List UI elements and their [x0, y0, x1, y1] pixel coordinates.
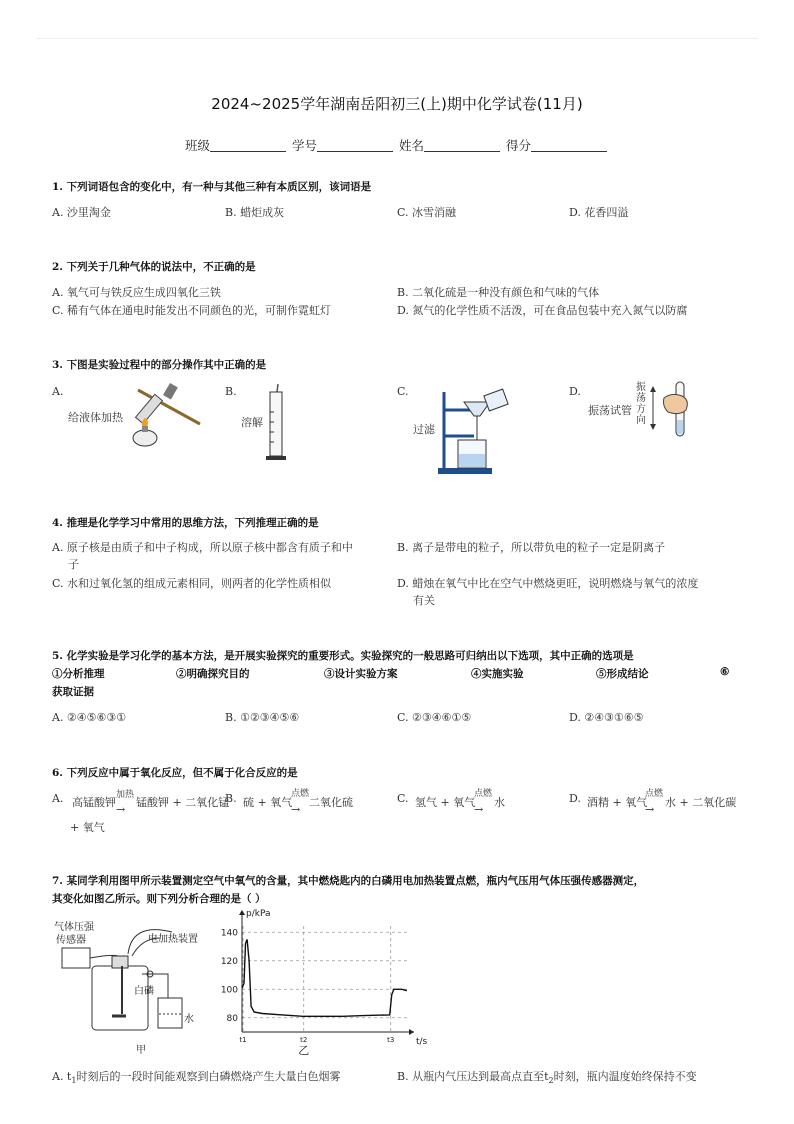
header-rule — [36, 38, 758, 39]
q3-option-c[interactable]: C. — [397, 385, 409, 398]
pressure-chart — [214, 906, 434, 1058]
q3-option-a[interactable]: A. — [52, 385, 64, 398]
q7-option-a[interactable] — [52, 1068, 340, 1089]
q2-option-d[interactable]: D. 氮气的化学性质不活泼，可在食品包装中充入氮气以防腐 — [397, 304, 688, 317]
q4-option-d[interactable]: D. 蜡烛在氧气中比在空气中燃烧更旺，说明燃烧与氧气的浓度 — [397, 577, 699, 590]
q6-c-arrow: → — [474, 803, 484, 816]
figure-yi-label: 乙 — [298, 1044, 310, 1057]
q5-step-3: ③设计实验方案 — [324, 668, 398, 680]
y-tick-label: 140 — [220, 928, 238, 939]
name-blank[interactable] — [424, 139, 500, 152]
q6-option-b[interactable]: B. — [225, 792, 237, 805]
q7-b-sub: 2 — [548, 1076, 554, 1086]
q7-option-b[interactable] — [397, 1068, 697, 1089]
q7-a-pre: A. t — [52, 1070, 72, 1083]
x-tick-label: t1 — [239, 1036, 247, 1044]
q5-option-b[interactable]: B. ①②③④⑤⑥ — [225, 711, 300, 724]
y-tick-label: 120 — [220, 956, 238, 967]
number-label: 学号 — [291, 138, 317, 153]
graduated-cylinder-figure — [264, 382, 288, 462]
q5-step-6: ⑥ — [720, 666, 730, 678]
q3-option-b[interactable]: B. — [225, 385, 237, 398]
y-tick-label: 80 — [226, 1013, 238, 1024]
y-axis-label: p/kPa — [246, 909, 271, 919]
class-label: 班级 — [184, 138, 210, 153]
q6-stem: 6. 下列反应中属于氧化反应，但不属于化合反应的是 — [52, 767, 298, 779]
phosphorus-label: 白磷 — [134, 986, 154, 997]
q6-b-products: 二氧化硫 — [309, 796, 353, 809]
x-tick-label: t2 — [300, 1036, 308, 1044]
q6-a-condition: 加热 — [116, 790, 135, 800]
q5-option-d[interactable]: D. ②④③①⑥⑤ — [569, 711, 644, 724]
water-label: 水 — [184, 1014, 194, 1025]
q1-option-b[interactable]: B. 蜡炬成灰 — [225, 206, 285, 219]
y-tick-label: 100 — [220, 985, 238, 996]
q7-stem-cont: 其变化如图乙所示。则下列分析合理的是（ ） — [52, 893, 266, 905]
q5-option-c[interactable]: C. ②③④⑥①⑤ — [397, 711, 472, 724]
q5-step-4: ④实施实验 — [471, 668, 524, 680]
q6-d-arrow: → — [645, 803, 655, 816]
shaking-test-tube-figure — [646, 380, 696, 442]
q6-option-c[interactable]: C. — [397, 792, 409, 805]
class-blank[interactable] — [210, 139, 286, 152]
name-label: 姓名 — [398, 138, 424, 153]
q6-b-arrow: → — [291, 803, 301, 816]
q1-stem: 1. 下列词语包含的变化中，有一种与其他三种有本质区别，该词语是 — [52, 181, 372, 193]
q2-option-c[interactable]: C. 稀有气体在通电时能发出不同颜色的光，可制作霓虹灯 — [52, 304, 332, 317]
sensor-label-2: 传感器 — [56, 935, 86, 946]
q6-a-products: 锰酸钾 + 二氧化锰 — [136, 796, 230, 809]
q5-step-2: ②明确探究目的 — [176, 668, 250, 680]
q6-b-reactants: 硫 + 氧气 — [243, 796, 293, 809]
q5-stem: 5. 化学实验是学习化学的基本方法，是开展实验探究的重要形式。实验探究的一般思路可归纳出以下选项，其中正确的选项是 — [52, 650, 634, 662]
q7-b-pre: B. 从瓶内气压达到最高点直至t — [397, 1070, 549, 1083]
number-blank[interactable] — [317, 139, 393, 152]
q6-c-condition: 点燃 — [474, 789, 493, 799]
student-info-line — [0, 136, 794, 154]
score-label: 得分 — [505, 138, 531, 153]
x-axis-arrow — [409, 1029, 414, 1035]
q3-c-caption: 过滤 — [413, 423, 435, 436]
x-axis-label: t/s — [416, 1037, 428, 1047]
q5-option-a[interactable]: A. ②④⑤⑥③① — [52, 711, 127, 724]
alcohol-lamp-heating-figure — [128, 378, 204, 454]
q3-d-direction-label: 振荡方向 — [636, 382, 646, 426]
q6-b-condition: 点燃 — [291, 789, 310, 799]
q6-a-reactant: 高锰酸钾 — [72, 796, 116, 809]
q4-option-d-cont: 有关 — [413, 594, 435, 607]
q7-a-post: 时刻后的一段时间能观察到白磷燃烧产生大量白色烟雾 — [76, 1070, 341, 1083]
q2-option-b[interactable]: B. 二氧化硫是一种没有颜色和气味的气体 — [397, 286, 600, 299]
score-blank[interactable] — [531, 139, 607, 152]
q6-option-d[interactable]: D. — [569, 792, 581, 805]
page-title: 2024~2025学年湖南岳阳初三(上)期中化学试卷(11月) — [211, 95, 583, 113]
q6-d-condition: 点燃 — [645, 789, 664, 799]
q6-a-arrow: → — [116, 803, 126, 816]
q3-b-caption: 溶解 — [241, 416, 263, 429]
q2-stem: 2. 下列关于几种气体的说法中，不正确的是 — [52, 261, 256, 273]
q4-option-b[interactable]: B. 离子是带电的粒子，所以带负电的粒子一定是阴离子 — [397, 541, 666, 554]
q2-option-a[interactable]: A. 氧气可与铁反应生成四氧化三铁 — [52, 286, 221, 299]
apparatus-jia-figure — [52, 916, 212, 1058]
x-tick-label: t3 — [387, 1036, 395, 1044]
heater-label: 电加热装置 — [148, 934, 198, 945]
q6-c-products: 水 — [494, 796, 505, 809]
q4-option-a-cont: 子 — [68, 558, 79, 571]
q7-b-post: 时刻，瓶内温度始终保持不变 — [553, 1070, 697, 1083]
q6-a-products-cont: + 氧气 — [70, 821, 105, 834]
q3-a-caption: 给液体加热 — [68, 411, 123, 424]
q4-option-c[interactable]: C. 水和过氧化氢的组成元素相同，则两者的化学性质相似 — [52, 577, 332, 590]
q6-option-a[interactable]: A. — [52, 792, 64, 805]
q1-option-a[interactable]: A. 沙里淘金 — [52, 206, 111, 219]
filtration-figure — [434, 388, 522, 476]
q7-a-sub: 1 — [71, 1076, 77, 1086]
q3-d-caption: 振荡试管 — [588, 404, 632, 417]
q6-d-reactants: 酒精 + 氧气 — [587, 796, 648, 809]
q6-d-products: 水 + 二氧化碳 — [665, 796, 737, 809]
q5-step-1: ①分析推理 — [52, 668, 105, 680]
figure-jia-label: 甲 — [136, 1045, 146, 1056]
q1-option-c[interactable]: C. 冰雪消融 — [397, 206, 457, 219]
q7-stem: 7. 某同学利用图甲所示装置测定空气中氧气的含量，其中燃烧匙内的白磷用电加热装置点燃，瓶内气压用气体压强传感器测定， — [52, 875, 645, 887]
q3-option-d[interactable]: D. — [569, 385, 581, 398]
q6-c-reactants: 氢气 + 氧气 — [415, 796, 476, 809]
q3-stem: 3. 下图是实验过程中的部分操作其中正确的是 — [52, 359, 267, 371]
sensor-label-1: 气体压强 — [54, 922, 94, 933]
q5-step-5: ⑤形成结论 — [596, 668, 649, 680]
q4-option-a[interactable]: A. 原子核是由质子和中子构成，所以原子核中都含有质子和中 — [52, 541, 353, 554]
q1-option-d[interactable]: D. 花香四溢 — [569, 206, 629, 219]
q4-stem: 4. 推理是化学学习中常用的思维方法，下列推理正确的是 — [52, 517, 319, 529]
y-axis-arrow — [239, 910, 245, 915]
q5-step-6-cont: 获取证据 — [52, 686, 94, 698]
pressure-series-line — [242, 939, 407, 1016]
